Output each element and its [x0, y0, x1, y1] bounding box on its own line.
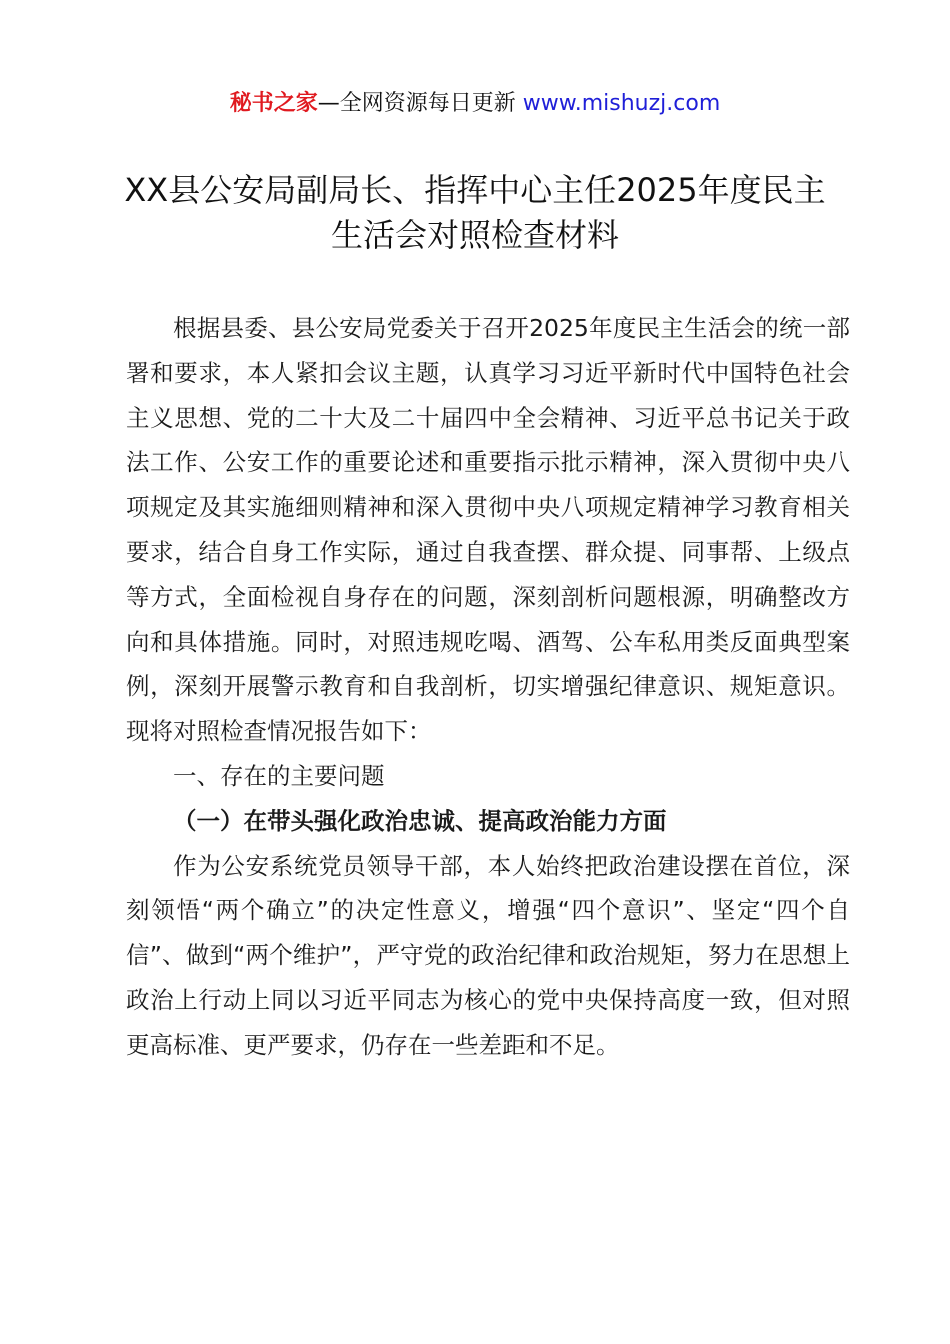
brand-name: 秘书之家 — [229, 91, 318, 116]
site-header — [0, 88, 950, 120]
header-tagline: —全网资源每日更新 — [317, 91, 523, 116]
subsection-heading: （一）在带头强化政治忠诚、提高政治能力方面 — [173, 806, 667, 835]
site-url-link[interactable]: www.mishuzj.com — [522, 91, 721, 116]
section-heading: 一、存在的主要问题 — [173, 761, 385, 790]
document-title: XX县公安局副局长、指挥中心主任2025年度民主生活会对照检查材料 — [124, 171, 826, 254]
intro-paragraph: 根据县委、县公安局党委关于召开2025年度民主生活会的统一部署和要求，本人紧扣会议主题，认真学习习近平新时代中国特色社会主义思想、党的二十大及二十届四中全会精神、习近平总书记关于政法工作、公安工作的重要论述和重要指示批示精神，深入贯彻中央八项规定及其实施细则精神和深入贯彻中央八项规定精神学习教育相关要求，结合自身工作实际，通过自我查摆、群众提、同事帮、上级点等方式，全面检视自身存在的问题，深刻剖析问题根源，明确整改方向和具体措施。同时，对照违规吃喝、酒驾、公车私用类反面典型案例，深刻开展警示教育和自我剖析，切实增强纪律意识、规矩意识。现将对照检查情况报告如下： — [126, 314, 850, 746]
document-body — [126, 306, 850, 1068]
subsection-paragraph: 作为公安系统党员领导干部，本人始终把政治建设摆在首位，深刻领悟“两个确立”的决定性意义，增强“四个意识”、坚定“四个自信”、做到“两个维护”，严守党的政治纪律和政治规矩，努力在思想上政治上行动上同以习近平同志为核心的党中央保持高度一致，但对照更高标准、更严要求，仍存在一些差距和不足。 — [126, 851, 850, 1059]
